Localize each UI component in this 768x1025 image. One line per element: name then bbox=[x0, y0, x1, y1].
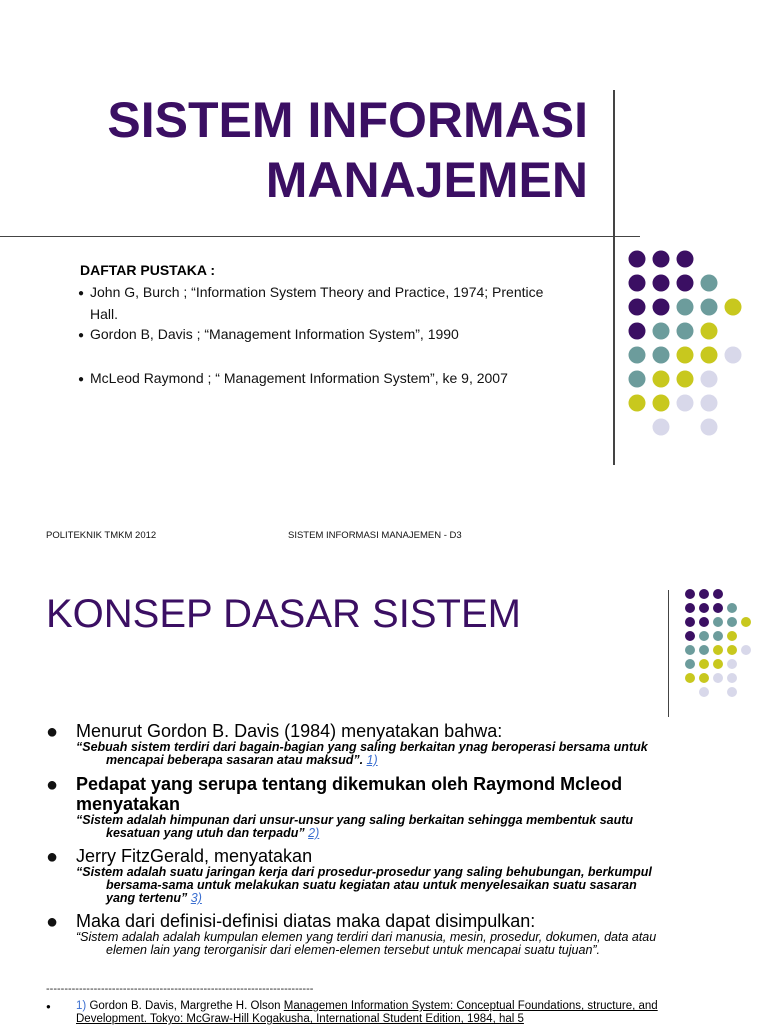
decorative-dot bbox=[629, 347, 646, 364]
decorative-dot bbox=[699, 687, 709, 697]
decorative-dot bbox=[727, 687, 737, 697]
footnote-separator: ------------------------------------------------------------------------- bbox=[46, 983, 314, 995]
decorative-dot bbox=[653, 275, 670, 292]
point-item bbox=[46, 846, 746, 905]
decorative-dot bbox=[685, 603, 695, 613]
slide1-title-line2: MANAJEMEN bbox=[265, 152, 588, 208]
decorative-dot bbox=[685, 617, 695, 627]
decorative-dot bbox=[699, 589, 709, 599]
decorative-dot bbox=[685, 673, 695, 683]
point-heading: Maka dari definisi-definisi diatas maka dapat disimpulkan: bbox=[76, 911, 536, 931]
decorative-dot bbox=[713, 617, 723, 627]
bullet-icon: ● bbox=[46, 774, 59, 796]
bullet-icon: ● bbox=[46, 1002, 51, 1011]
point-item bbox=[46, 911, 746, 957]
slide1-title bbox=[107, 90, 588, 210]
decorative-dot bbox=[727, 659, 737, 669]
decorative-dot bbox=[629, 395, 646, 412]
footer-left: POLITEKNIK TMKM 2012 bbox=[46, 530, 157, 541]
slide1-vertical-rule bbox=[613, 90, 615, 465]
decorative-dot bbox=[713, 659, 723, 669]
reference-text: Gordon B, Davis ; “Management Information System”, 1990 bbox=[90, 326, 459, 342]
decorative-dot bbox=[677, 275, 694, 292]
decorative-dot bbox=[701, 371, 718, 388]
slide1-title-line1: SISTEM INFORMASI bbox=[107, 92, 588, 148]
footer-center: SISTEM INFORMASI MANAJEMEN - D3 bbox=[288, 530, 462, 541]
decorative-dot bbox=[701, 419, 718, 436]
bullet-icon: ● bbox=[46, 721, 59, 743]
reference-item bbox=[78, 324, 598, 346]
slide2-title: KONSEP DASAR SISTEM bbox=[46, 592, 521, 636]
slide2-vertical-rule bbox=[668, 590, 669, 717]
decorative-dot bbox=[629, 299, 646, 316]
decorative-dot bbox=[685, 659, 695, 669]
decorative-dot bbox=[727, 617, 737, 627]
decorative-dot bbox=[701, 323, 718, 340]
decorative-dot bbox=[629, 275, 646, 292]
point-quote: “Sistem adalah suatu jaringan kerja dari prosedur-prosedur yang saling behubungan, berkumpul bersama-sama untuk melakukan suatu kegiatan atau untuk menyelesaikan suatu sasaran yang tertenu” 3) bbox=[76, 865, 652, 905]
decorative-dot bbox=[741, 617, 751, 627]
footnote-title-cont: Development. Tokyo: McGraw-Hill Kogakusha, International Student Edition, 1984, hal 5 bbox=[76, 1013, 524, 1025]
footnote-link[interactable]: 2) bbox=[308, 826, 320, 840]
decorative-dot bbox=[653, 251, 670, 268]
bullet-icon: ● bbox=[78, 374, 85, 385]
point-item bbox=[46, 721, 746, 767]
footnote-link[interactable]: 3) bbox=[190, 891, 202, 905]
decorative-dot bbox=[699, 603, 709, 613]
decorative-dot bbox=[727, 631, 737, 641]
decorative-dot bbox=[701, 395, 718, 412]
decorative-dot bbox=[685, 645, 695, 655]
reference-item bbox=[78, 368, 598, 390]
footnote-link[interactable]: 1) bbox=[366, 753, 378, 767]
bullet-icon: ● bbox=[78, 288, 85, 299]
reference-text: McLeod Raymond ; “ Management Information System”, ke 9, 2007 bbox=[90, 370, 508, 386]
point-heading: Menurut Gordon B. Davis (1984) menyatakan bahwa: bbox=[76, 721, 503, 741]
point-quote: “Sistem adalah himpunan dari unsur-unsur yang saling berkaitan sehingga membentuk sautu kesatuan yang utuh dan terpadu” 2) bbox=[76, 813, 634, 840]
decorative-dot bbox=[677, 371, 694, 388]
decorative-dot bbox=[725, 299, 742, 316]
decorative-dot bbox=[699, 659, 709, 669]
decorative-dot bbox=[677, 323, 694, 340]
decorative-dot bbox=[677, 395, 694, 412]
decorative-dot bbox=[677, 251, 694, 268]
point-heading: Pedapat yang serupa tentang dikemukan oleh Raymond Mcleod menyatakan bbox=[76, 774, 623, 814]
decorative-dot bbox=[653, 419, 670, 436]
decorative-dot bbox=[685, 589, 695, 599]
footnote bbox=[46, 1000, 726, 1025]
decorative-dot bbox=[727, 645, 737, 655]
decorative-dot bbox=[701, 275, 718, 292]
decorative-dot bbox=[725, 347, 742, 364]
decorative-dot bbox=[629, 251, 646, 268]
references-heading: DAFTAR PUSTAKA : bbox=[80, 262, 216, 278]
footnote-title: Managemen Information System: Conceptual Foundations, structure, and bbox=[283, 1000, 658, 1012]
reference-text: John G, Burch ; “Information System Theory and Practice, 1974; Prentice bbox=[90, 284, 544, 300]
decorative-dot bbox=[741, 645, 751, 655]
decorative-dot bbox=[629, 371, 646, 388]
decorative-dot bbox=[653, 299, 670, 316]
bullet-icon: ● bbox=[46, 846, 59, 868]
decorative-dot bbox=[653, 395, 670, 412]
decorative-dot bbox=[629, 323, 646, 340]
decorative-dot bbox=[713, 589, 723, 599]
decorative-dot bbox=[699, 645, 709, 655]
reference-item bbox=[78, 282, 598, 324]
decorative-dot bbox=[713, 645, 723, 655]
footnote-author: Gordon B. Davis, Margrethe H. Olson bbox=[89, 1000, 281, 1012]
decorative-dot bbox=[713, 631, 723, 641]
decorative-dot bbox=[677, 299, 694, 316]
decorative-dot bbox=[699, 673, 709, 683]
point-quote: “Sebuah sistem terdiri dari bagain-bagian yang saling berkaitan ynag beroperasi bersama untuk mencapai beberapa sasaran atau maksud”. 1) bbox=[76, 740, 648, 767]
decorative-dot bbox=[701, 299, 718, 316]
decorative-dot bbox=[677, 347, 694, 364]
decorative-dot bbox=[713, 603, 723, 613]
decorative-dot bbox=[685, 631, 695, 641]
footnote-number: 1) bbox=[76, 1000, 87, 1012]
decorative-dot bbox=[713, 673, 723, 683]
bullet-icon: ● bbox=[78, 330, 85, 341]
reference-text-cont: Hall. bbox=[90, 306, 119, 322]
decorative-dot bbox=[699, 631, 709, 641]
point-item bbox=[46, 774, 746, 840]
decorative-dot bbox=[727, 673, 737, 683]
decorative-dot bbox=[701, 347, 718, 364]
decorative-dot bbox=[653, 371, 670, 388]
decorative-dot bbox=[653, 347, 670, 364]
bullet-icon: ● bbox=[46, 911, 59, 933]
point-heading: Jerry FitzGerald, menyatakan bbox=[76, 846, 313, 866]
decorative-dot bbox=[653, 323, 670, 340]
decorative-dot bbox=[727, 603, 737, 613]
decorative-dot bbox=[699, 617, 709, 627]
point-quote: “Sistem adalah adalah kumpulan elemen yang terdiri dari manusia, mesin, prosedur, dokumen, data atau elemen lain yang terorganisir dari elemen-elemen tersebut untuk mencapai suatu tujuan”. bbox=[76, 930, 657, 957]
slide1-horizontal-rule bbox=[0, 236, 640, 237]
